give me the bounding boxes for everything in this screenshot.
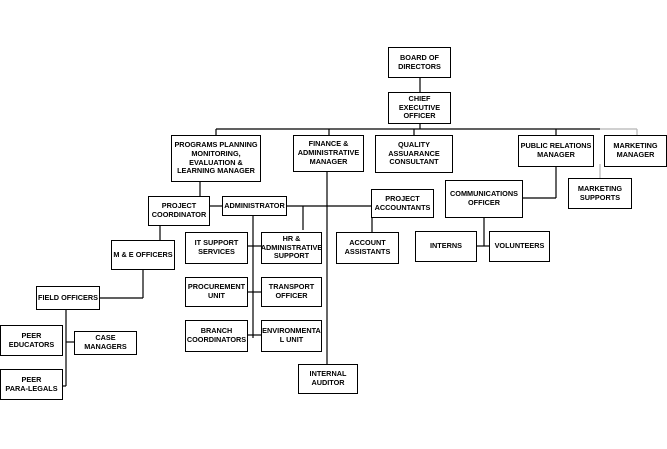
interns-box	[415, 231, 477, 262]
hr-support-box	[261, 232, 322, 264]
volunteers-label: VOLUNTEERS	[494, 241, 545, 251]
project-coordinator-box	[148, 196, 210, 226]
ceo-label: CHIEF EXECUTIVE OFFICER	[398, 93, 441, 121]
me-officers-label: M & E OFFICERS	[113, 249, 173, 259]
hr-support-label: HR & ADMINISTRATIVE SUPPORT	[260, 233, 323, 261]
marketing-supports-label: MARKETING SUPPORTS	[577, 183, 623, 202]
public-relations-box	[518, 135, 594, 167]
field-officers-label: FIELD OFFICERS	[38, 292, 98, 302]
marketing-manager-box	[604, 135, 667, 167]
administrator-box	[222, 196, 287, 216]
ceo-box	[388, 92, 451, 124]
peer-paralegals-label: PEER PARA-LEGALS	[5, 374, 58, 393]
it-support-label: IT SUPPORT SERVICES	[194, 238, 239, 256]
peer-paralegals-box	[0, 369, 63, 400]
project-accountants-label: PROJECT ACCOUNTANTS	[374, 193, 431, 212]
finance-manager-box	[293, 135, 364, 172]
public-relations-label: PUBLIC RELATIONS MANAGER	[520, 141, 592, 159]
case-managers-box	[74, 331, 137, 355]
project-coordinator-label: PROJECT COORDINATOR	[151, 201, 207, 219]
internal-auditor-label: INTERNAL AUDITOR	[309, 369, 347, 387]
transport-officer-box	[261, 277, 322, 307]
quality-assurance-label: QUALITY ASSUARANCE CONSULTANT	[388, 139, 440, 167]
communications-officer-label: COMMUNICATIONS OFFICER	[450, 189, 518, 207]
volunteers-box	[489, 231, 550, 262]
board-of-directors-label: BOARD OF DIRECTORS	[398, 52, 441, 71]
marketing-supports-box	[568, 178, 632, 209]
procurement-unit-label: PROCUREMENT UNIT	[187, 282, 246, 300]
case-managers-label: CASE MANAGERS	[84, 333, 127, 351]
environmental-unit-box	[261, 320, 322, 352]
project-accountants-box	[371, 189, 434, 218]
account-assistants-box	[336, 232, 399, 264]
account-assistants-label: ACCOUNT ASSISTANTS	[344, 238, 391, 256]
administrator-label: ADMINISTRATOR	[224, 200, 285, 210]
environmental-unit-label: ENVIRONMENTA L UNIT	[262, 326, 321, 344]
peer-educators-label: PEER EDUCATORS	[8, 330, 55, 349]
internal-auditor-box	[298, 364, 358, 394]
me-officers-box	[111, 240, 175, 270]
procurement-unit-box	[185, 277, 248, 307]
branch-coordinators-box	[185, 320, 248, 352]
finance-manager-label: FINANCE & ADMINISTRATIVE MANAGER	[297, 139, 360, 166]
transport-officer-label: TRANSPORT OFFICER	[268, 282, 315, 300]
quality-assurance-box	[375, 135, 453, 173]
programs-manager-box	[171, 135, 261, 182]
branch-coordinators-label: BRANCH COORDINATORS	[186, 326, 247, 344]
programs-manager-label: PROGRAMS PLANNING MONITORING, EVALUATION & LEARNING MANAGER	[174, 139, 258, 176]
communications-officer-box	[445, 180, 523, 218]
board-of-directors-box	[388, 47, 451, 78]
peer-educators-box	[0, 325, 63, 356]
interns-label: INTERNS	[429, 241, 463, 251]
field-officers-box	[36, 286, 100, 310]
it-support-box	[185, 232, 248, 264]
marketing-manager-label: MARKETING MANAGER	[613, 141, 658, 159]
